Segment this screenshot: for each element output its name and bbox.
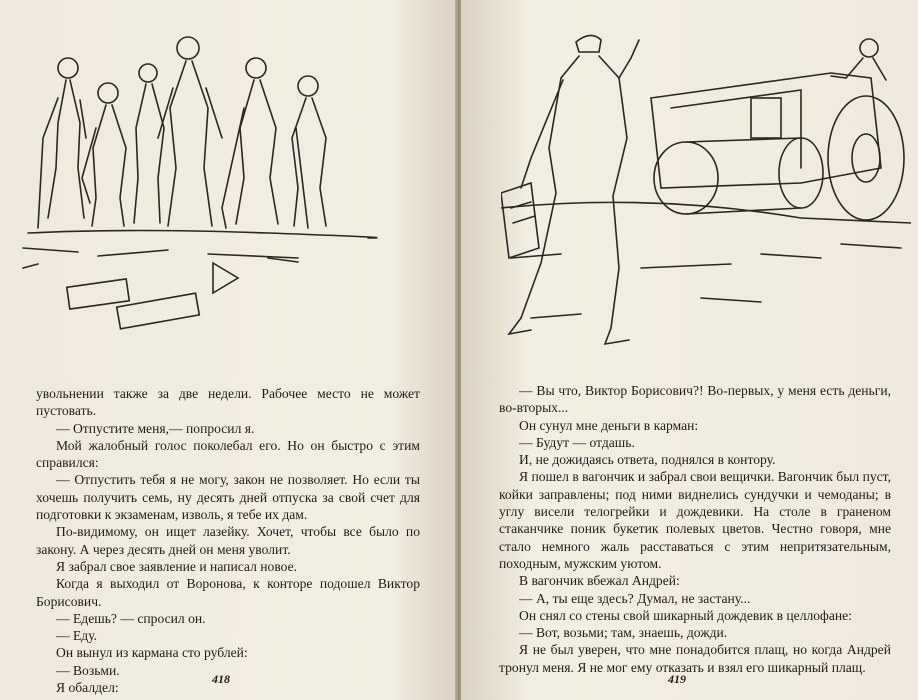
left-page-text <box>36 385 420 696</box>
paragraph: И, не дожидаясь ответа, поднялся в контору. <box>519 452 776 468</box>
paragraph: — Будут — отдашь. <box>519 434 635 450</box>
paragraph: — Еду. <box>56 628 98 644</box>
paragraph: — Отпустить тебя я не могу, закон не позволяет. Но если ты хочешь получить семь, ну десять дней отпуска за свой счет для подготовки к экзаменам, изволь, я тебе их дам. <box>36 472 420 523</box>
left-page <box>0 0 457 700</box>
paragraph: Он снял со стены свой шикарный дождевик в целлофане: <box>519 607 852 623</box>
paragraph: В вагончик вбежал Андрей: <box>519 573 680 589</box>
bleed-through-text <box>295 30 445 360</box>
paragraph: Я пошел в вагончик и забрал свои вещички. Вагончик был пуст, койки заправлены; под ними виднелись сундучки и чемоданы; в углу висели телогрейки и дождевики. На столе в граненом стаканчике поник букетик полевых цветов. Честно говоря, мне стало немного жаль расставаться с этим непритязательным, походным, мужским уютом. <box>499 469 891 571</box>
paragraph: — Вы что, Виктор Борисович?! Во-первых, у меня есть деньги, во-вторых... <box>499 383 891 416</box>
paragraph: Мой жалобный голос поколебал его. Но он быстро с этим справился: <box>36 437 420 471</box>
paragraph: Он вынул из кармана сто рублей: <box>56 645 248 661</box>
illustration-road-roller <box>501 18 911 348</box>
page-number: 418 <box>212 672 230 686</box>
paragraph: Он сунул мне деньги в карман: <box>519 417 699 433</box>
paragraph: — Возьми. <box>56 662 120 678</box>
paragraph: — Вот, возьми; там, знаешь, дожди. <box>519 625 728 641</box>
paragraph: увольнении также за две недели. Рабочее место не может пустовать. <box>36 386 420 419</box>
paragraph: — Отпустите меня,— попросил я. <box>56 420 255 436</box>
right-page <box>461 0 918 700</box>
paragraph: Я не был уверен, что мне понадобится плащ, но когда Андрей тронул меня. Я не мог ему отказать и взял его шикарный плащ. <box>499 642 891 675</box>
road-roller-drawing <box>501 18 911 348</box>
paragraph: По-видимому, он ищет лазейку. Хочет, чтобы все было по закону. А через десять дней он меня уволит. <box>36 524 420 557</box>
paragraph: Я обалдел: <box>56 680 119 696</box>
paragraph: — А, ты еще здесь? Думал, не застану... <box>519 590 751 606</box>
paragraph: Я забрал свое заявление и написал новое. <box>56 558 298 574</box>
page-number: 419 <box>668 672 686 686</box>
right-page-text <box>499 382 891 676</box>
paragraph: Когда я выходил от Воронова, к конторе подошел Виктор Борисович. <box>36 576 420 609</box>
paragraph: — Едешь? — спросил он. <box>56 610 206 626</box>
